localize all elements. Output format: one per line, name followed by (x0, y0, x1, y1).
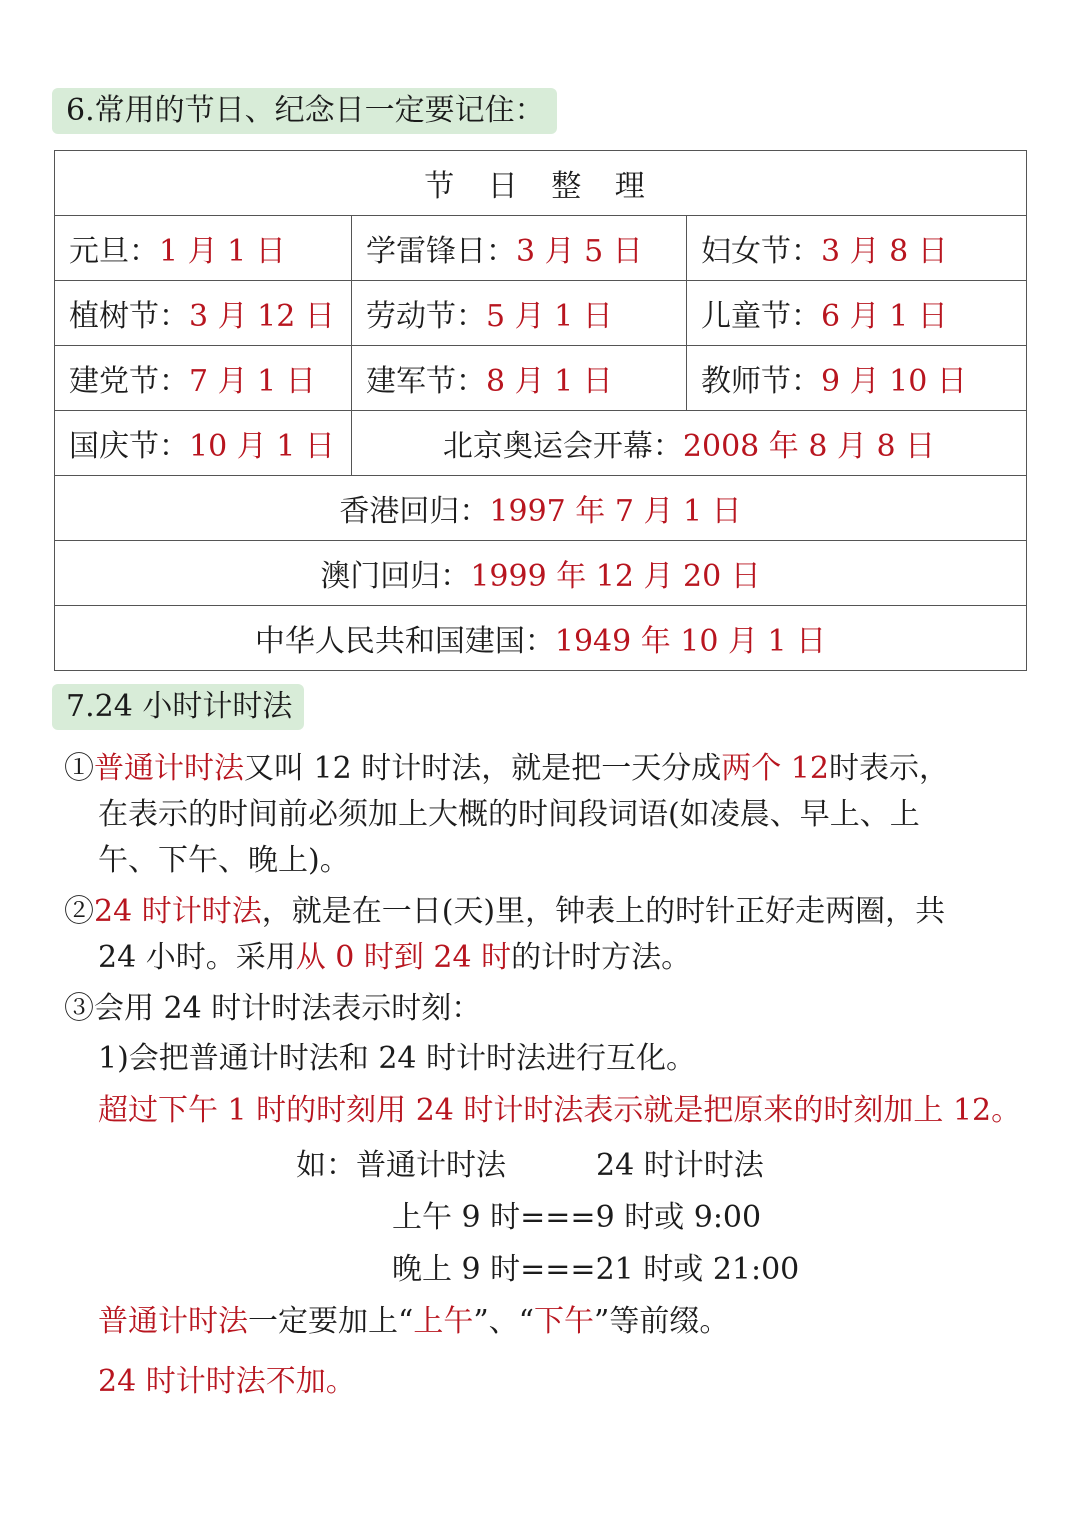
paragraph-line (64, 935, 945, 981)
paragraph-1 (64, 746, 949, 884)
paragraph-line: 在表示的时间前必须加上大概的时间段词语(如凌晨、早上、上 (98, 797, 920, 832)
holiday-label: 妇女节： (701, 234, 821, 269)
table-row (55, 541, 1027, 606)
section-6-heading: 6.常用的节日、纪念日一定要记住： (52, 88, 557, 134)
table-row (55, 281, 1027, 346)
body-text: 一定要加上“ (248, 1304, 414, 1339)
holiday-label: 国庆节： (69, 429, 189, 464)
circled-number: ② (64, 894, 94, 929)
holiday-cell (55, 606, 1027, 671)
holiday-date: 9 月 10 日 (821, 364, 967, 399)
holiday-date: 1949 年 10 月 1 日 (554, 624, 827, 659)
holiday-label: 元旦： (69, 234, 159, 269)
holiday-label: 儿童节： (701, 299, 821, 334)
rule-text: 超过下午 1 时的时刻用 24 时计时法表示就是把原来的时刻加上 12。 (98, 1093, 1022, 1128)
highlight-text: 从 0 时到 24 时 (295, 940, 512, 975)
holiday-cell (55, 476, 1027, 541)
highlight-text: 普通计时法 (98, 1304, 248, 1339)
holiday-cell (352, 216, 687, 281)
table-title-row (55, 151, 1027, 216)
holiday-label: 中华人民共和国建国： (254, 624, 555, 659)
note-line: 24 时计时法不加。 (98, 1364, 356, 1399)
highlight-text: 两个 12 (721, 751, 829, 786)
holiday-label: 劳动节： (366, 299, 486, 334)
circled-number: ① (64, 751, 94, 786)
holiday-date: 3 月 12 日 (189, 299, 335, 334)
holiday-cell (55, 541, 1027, 606)
holiday-label: 建党节： (69, 364, 189, 399)
note-line (98, 1296, 729, 1340)
highlight-text: 普通计时法 (94, 751, 244, 786)
holiday-cell (352, 346, 687, 411)
paragraph-line (64, 746, 949, 792)
holiday-date: 1 月 1 日 (159, 234, 286, 269)
holiday-cell (687, 281, 1027, 346)
holiday-date: 5 月 1 日 (486, 299, 613, 334)
table-title: 节 日 整 理 (55, 151, 1027, 216)
highlight-text: 下午 (534, 1304, 595, 1339)
paragraph-4: 1)会把普通计时法和 24 时计时法进行互化。 (98, 1041, 697, 1076)
holiday-date: 6 月 1 日 (821, 299, 948, 334)
holiday-date: 1999 年 12 月 20 日 (470, 559, 761, 594)
holiday-date: 3 月 5 日 (516, 234, 643, 269)
paragraph-line: 午、下午、晚上)。 (98, 843, 350, 878)
holiday-cell (55, 281, 352, 346)
holiday-date: 3 月 8 日 (821, 234, 948, 269)
highlight-text: 24 时计时法 (94, 894, 262, 929)
table-row (55, 216, 1027, 281)
table-row (55, 411, 1027, 476)
holiday-cell (352, 281, 687, 346)
holiday-table (54, 150, 1027, 671)
paragraph-3: ③会用 24 时计时法表示时刻： (64, 991, 482, 1026)
paragraph-line (64, 889, 945, 935)
table-row (55, 346, 1027, 411)
body-text: ”、“ (473, 1304, 535, 1339)
holiday-label: 香港回归： (339, 494, 490, 529)
paragraph-2 (64, 889, 945, 981)
holiday-label: 建军节： (366, 364, 486, 399)
body-text: 时表示， (828, 751, 949, 786)
holiday-label: 学雷锋日： (366, 234, 516, 269)
body-text: 24 小时。采用 (98, 940, 296, 975)
example-header-left: 如：普通计时法 (296, 1148, 506, 1183)
table-row (55, 606, 1027, 671)
body-text: 的计时方法。 (511, 940, 692, 975)
body-text: ，就是在一日(天)里，钟表上的时针正好走两圈，共 (261, 894, 946, 929)
holiday-cell (55, 346, 352, 411)
holiday-date: 2008 年 8 月 8 日 (682, 429, 936, 464)
example-header-right: 24 时计时法 (596, 1148, 764, 1183)
table-row (55, 476, 1027, 541)
body-text: ”等前缀。 (594, 1304, 730, 1339)
holiday-label: 北京奥运会开幕： (442, 429, 683, 464)
holiday-cell (687, 346, 1027, 411)
holiday-label: 植树节： (69, 299, 189, 334)
section-7-heading: 7.24 小时计时法 (52, 684, 304, 730)
holiday-cell (352, 411, 1027, 476)
holiday-date: 7 月 1 日 (189, 364, 316, 399)
holiday-cell (55, 216, 352, 281)
body-text: 又叫 12 时计时法，就是把一天分成 (244, 751, 722, 786)
example-header (296, 1140, 764, 1184)
holiday-cell (687, 216, 1027, 281)
holiday-date: 1997 年 7 月 1 日 (489, 494, 742, 529)
holiday-date: 10 月 1 日 (189, 429, 335, 464)
example-line: 晚上 9 时===21 时或 21:00 (392, 1252, 800, 1287)
holiday-label: 澳门回归： (320, 559, 471, 594)
example-line: 上午 9 时===9 时或 9:00 (392, 1200, 762, 1235)
highlight-text: 上午 (413, 1304, 474, 1339)
holiday-cell (55, 411, 352, 476)
holiday-label: 教师节： (701, 364, 821, 399)
holiday-date: 8 月 1 日 (486, 364, 613, 399)
